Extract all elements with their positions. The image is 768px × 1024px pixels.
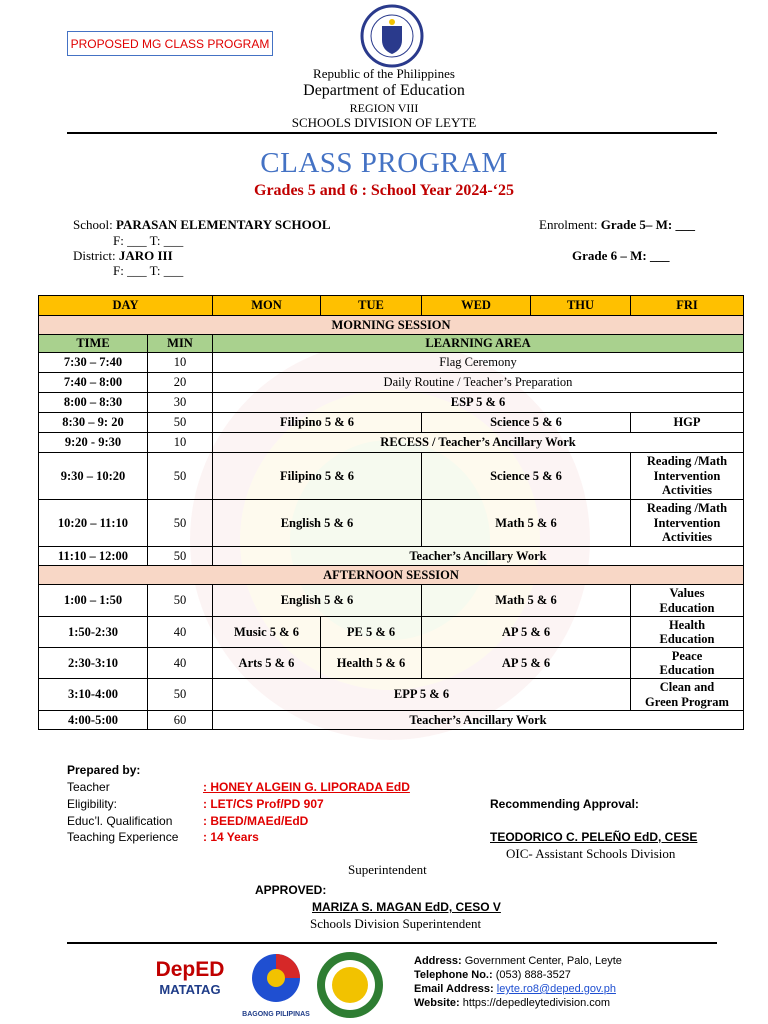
email-line	[414, 983, 616, 995]
min-cell: 50	[148, 679, 213, 711]
activity-line: Education	[659, 600, 715, 615]
activity-line: Clean and	[659, 680, 715, 695]
activity-line: Peace	[671, 648, 703, 663]
day-mon: MON	[213, 296, 321, 316]
class-program-table	[38, 295, 744, 730]
activity-cell: Arts 5 & 6	[213, 648, 321, 679]
time-cell: 2:30-3:10	[39, 648, 148, 679]
school-line	[73, 217, 331, 233]
activity-cell	[631, 453, 744, 500]
activity-line: Reading /Math	[646, 454, 728, 469]
activity-cell	[631, 500, 744, 547]
activity-cell: EPP 5 & 6	[213, 679, 631, 711]
recommending-position-2: Superintendent	[348, 862, 427, 877]
activity-cell: PE 5 & 6	[321, 617, 422, 648]
min-cell: 10	[148, 353, 213, 373]
time-cell: 8:00 – 8:30	[39, 393, 148, 413]
afternoon-session-label: AFTERNOON SESSION	[39, 566, 744, 585]
proposal-label: PROPOSED MG CLASS PROGRAM	[67, 31, 273, 56]
enrolment-label: Enrolment:	[539, 217, 598, 232]
day-thu: THU	[531, 296, 631, 316]
table-row	[39, 433, 744, 453]
district-name: JARO III	[118, 248, 173, 263]
time-cell: 1:50-2:30	[39, 617, 148, 648]
activity-cell: Health 5 & 6	[321, 648, 422, 679]
time-cell: 10:20 – 11:10	[39, 500, 148, 547]
day-tue: TUE	[321, 296, 422, 316]
page-subtitle: Grades 5 and 6 : School Year 2024-‘25	[254, 182, 514, 199]
day-wed: WED	[422, 296, 531, 316]
header-region: REGION VIII	[349, 101, 419, 115]
deped-logo-text: DepED	[155, 958, 225, 981]
activity-cell	[631, 648, 744, 679]
email-link[interactable]: leyte.ro8@deped.gov.ph	[496, 983, 616, 995]
time-cell: 8:30 – 9: 20	[39, 413, 148, 433]
activity-cell: Teacher’s Ancillary Work	[213, 547, 744, 566]
enrolment-line	[539, 217, 695, 233]
header-republic: Republic of the Philippines	[313, 66, 455, 81]
day-fri: FRI	[631, 296, 744, 316]
table-row	[39, 711, 744, 730]
activity-line: Education	[659, 632, 715, 646]
school-name: PARASAN ELEMENTARY SCHOOL	[115, 217, 331, 232]
telephone-label: Telephone No.:	[414, 969, 493, 981]
time-header: TIME	[39, 335, 148, 353]
experience-label: Teaching Experience	[67, 830, 179, 844]
min-cell: 60	[148, 711, 213, 730]
activity-cell: HGP	[631, 413, 744, 433]
prepared-heading: Prepared by:	[67, 763, 141, 777]
school-label: School:	[73, 217, 113, 232]
district-label: District:	[73, 248, 116, 263]
grade6-enrolment: Grade 6 – M: ___	[572, 248, 670, 263]
division-seal-icon	[315, 950, 385, 1020]
table-row	[39, 353, 744, 373]
activity-cell	[631, 679, 744, 711]
learning-area-header: LEARNING AREA	[213, 335, 744, 353]
time-cell: 9:20 - 9:30	[39, 433, 148, 453]
table-row	[39, 547, 744, 566]
website-line	[414, 997, 610, 1009]
table-row	[39, 453, 744, 500]
activity-cell: Teacher’s Ancillary Work	[213, 711, 744, 730]
address-value: Government Center, Palo, Leyte	[464, 955, 622, 967]
day-header-row	[39, 296, 744, 316]
min-cell: 40	[148, 648, 213, 679]
morning-session-label: MORNING SESSION	[39, 316, 744, 335]
activity-cell: AP 5 & 6	[422, 617, 631, 648]
qualification-value: : BEED/MAEd/EdD	[203, 814, 309, 828]
activity-cell: English 5 & 6	[213, 500, 422, 547]
grade5-enrolment: Grade 5– M: ___	[600, 217, 695, 232]
district-line	[73, 248, 173, 264]
table-row	[39, 679, 744, 711]
bagong-pilipinas-logo	[240, 950, 312, 1018]
min-cell: 20	[148, 373, 213, 393]
matatag-logo-text: MATATAG	[159, 982, 221, 997]
min-cell: 40	[148, 617, 213, 648]
email-label: Email Address:	[414, 983, 494, 995]
address-line	[414, 955, 622, 967]
teacher-label: Teacher	[67, 780, 110, 794]
table-row	[39, 413, 744, 433]
deped-matatag-logo	[150, 958, 230, 997]
table-row	[39, 617, 744, 648]
bagong-pilipinas-text: BAGONG PILIPINAS	[242, 1011, 310, 1018]
table-row	[39, 373, 744, 393]
activity-cell: Science 5 & 6	[422, 453, 631, 500]
website-link[interactable]: https://depedleytedivision.com	[462, 997, 611, 1009]
activity-line: Health	[668, 617, 706, 632]
bagong-pilipinas-icon	[251, 950, 301, 1006]
min-cell: 30	[148, 393, 213, 413]
time-cell: 1:00 – 1:50	[39, 585, 148, 617]
approved-name: MARIZA S. MAGAN EdD, CESO V	[312, 900, 501, 914]
time-cell: 9:30 – 10:20	[39, 453, 148, 500]
experience-value: : 14 Years	[203, 830, 259, 844]
activity-cell: Science 5 & 6	[422, 413, 631, 433]
activity-cell: ESP 5 & 6	[213, 393, 744, 413]
approved-position: Schools Division Superintendent	[310, 916, 482, 931]
activity-line: Activities	[662, 530, 712, 545]
min-cell: 50	[148, 453, 213, 500]
page-title: CLASS PROGRAM	[260, 147, 508, 179]
recommending-name: TEODORICO C. PELEÑO EdD, CESE	[490, 830, 698, 844]
min-cell: 10	[148, 433, 213, 453]
activity-cell: Filipino 5 & 6	[213, 453, 422, 500]
address-label: Address:	[414, 955, 462, 967]
activity-line: Reading /Math	[646, 501, 728, 516]
activity-cell: English 5 & 6	[213, 585, 422, 617]
time-cell: 7:30 – 7:40	[39, 353, 148, 373]
school-ft: F: ___ T: ___	[113, 233, 184, 248]
table-row	[39, 585, 744, 617]
activity-cell: RECESS / Teacher’s Ancillary Work	[213, 433, 744, 453]
approved-heading: APPROVED:	[255, 883, 327, 897]
qualification-label: Educ’l. Qualification	[67, 814, 173, 828]
activity-line: Intervention	[653, 468, 721, 483]
activity-cell: Daily Routine / Teacher’s Preparation	[213, 373, 744, 393]
time-cell: 3:10-4:00	[39, 679, 148, 711]
eligibility-label: Eligibility:	[67, 797, 118, 811]
header-rule	[67, 132, 717, 134]
district-ft: F: ___ T: ___	[113, 263, 184, 278]
time-cell: 11:10 – 12:00	[39, 547, 148, 566]
activity-cell: Math 5 & 6	[422, 585, 631, 617]
min-cell: 50	[148, 547, 213, 566]
table-row	[39, 500, 744, 547]
activity-line: Intervention	[653, 515, 721, 530]
time-cell: 7:40 – 8:00	[39, 373, 148, 393]
recommending-position: OIC- Assistant Schools Division	[506, 846, 676, 861]
telephone-value: (053) 888-3527	[495, 969, 571, 981]
activity-cell: Filipino 5 & 6	[213, 413, 422, 433]
activity-line: Values	[669, 586, 705, 601]
footer-rule	[67, 942, 717, 944]
activity-cell: Music 5 & 6	[213, 617, 321, 648]
table-row	[39, 393, 744, 413]
telephone-line	[414, 969, 571, 981]
min-cell: 50	[148, 413, 213, 433]
day-header: DAY	[39, 296, 213, 316]
recommending-heading: Recommending Approval:	[490, 797, 639, 811]
activity-line: Education	[659, 663, 715, 677]
min-cell: 50	[148, 500, 213, 547]
min-cell: 50	[148, 585, 213, 617]
time-cell: 4:00-5:00	[39, 711, 148, 730]
activity-cell: Flag Ceremony	[213, 353, 744, 373]
teacher-value: : HONEY ALGEIN G. LIPORADA EdD	[203, 780, 410, 794]
min-header: MIN	[148, 335, 213, 353]
activity-line: Activities	[662, 483, 712, 498]
activity-cell	[631, 617, 744, 648]
activity-cell: AP 5 & 6	[422, 648, 631, 679]
activity-cell: Math 5 & 6	[422, 500, 631, 547]
header-division: SCHOOLS DIVISION OF LEYTE	[291, 115, 477, 130]
table-row	[39, 648, 744, 679]
activity-cell	[631, 585, 744, 617]
website-label: Website:	[414, 997, 460, 1009]
header-department: Department of Education	[303, 82, 465, 99]
deped-seal-icon	[352, 4, 432, 68]
activity-line: Green Program	[645, 694, 729, 709]
eligibility-value: : LET/CS Prof/PD 907	[203, 797, 324, 811]
